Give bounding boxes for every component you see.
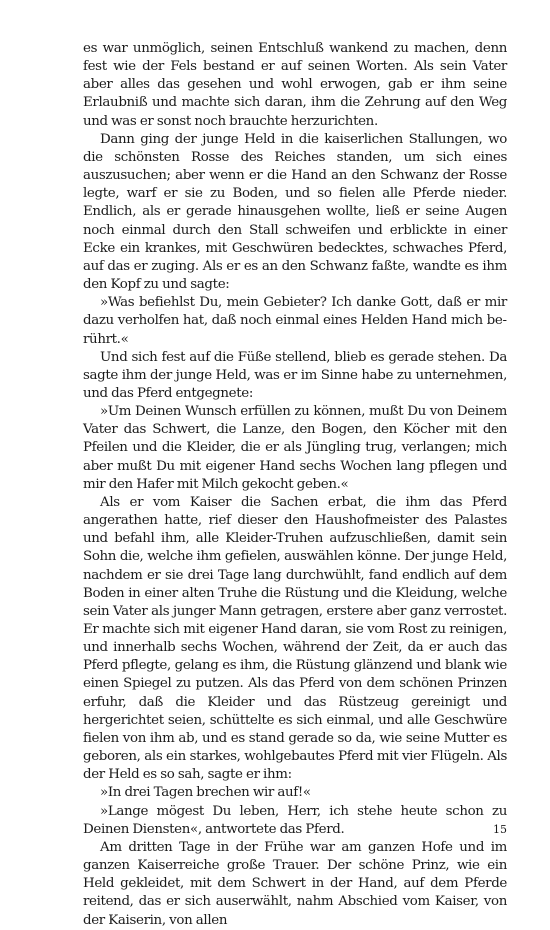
paragraph-7: »In drei Tagen brechen wir auf!«	[100, 785, 311, 801]
paragraph-2: Dann ging der junge Held in die kaiserlichen Stallungen, wo die schönsten Rosse des Reiches standen, um sich eines auszusuchen; aber wenn er die Hand an den Schwanz der Rosse legte, warf er sie zu Boden, und so fielen alle Pferde nieder. Endlich, als er gerade hinausgehen wollte, ließ er seine Augen noch einmal durch den Stall schweifen und erblickte in einer Ecke ein krankes, mit Geschwüren bedecktes, schwaches Pferd, auf das er zuging. Als er es an den Schwanz faßte, wandte es ihm den Kopf zu und sagte:	[83, 131, 507, 293]
paragraph-5: »Um Deinen Wunsch erfüllen zu können, mußt Du von Deinem Vater das Schwert, die Lanze, den Bogen, den Köcher mit den Pfeilen und die Kleider, die er als Jüngling trug, verlangen; mich aber mußt Du mit eigener Hand sechs Wochen lang pflegen und mir den Hafer mit Milch gekocht geben.«	[83, 404, 507, 492]
paragraph-4: Und sich fest auf die Füße stellend, blieb es gerade stehen. Da sagte ihm der junge Held, was er im Sinne habe zu unternehmen, und das Pferd entgegnete:	[83, 349, 507, 401]
paragraph-8: »Lange mögest Du leben, Herr, ich stehe heute schon zu Deinen Diensten«, antwortete das Pferd.	[83, 803, 507, 837]
paragraph-1: es war unmöglich, seinen Entschluß wankend zu machen, denn fest wie der Fels bestand er auf seinen Worten. Als sein Vater aber alles das gesehen und wohl erwogen, gab er ihm seine Erlaubniß und machte sich daran, ihm die Zehrung auf den Weg und was er sonst noch brauchte herzurichten.	[83, 41, 507, 129]
page-body	[83, 40, 507, 930]
paragraph-9: Am dritten Tage in der Frühe war am ganzen Hofe und im ganzen Kaiserreiche große Trauer. Der schöne Prinz, wie ein Held gekleidet, mit dem Schwert in der Hand, auf dem Pferde reitend, das er sich auserwählt, nahm Abschied vom Kaiser, von der Kaiserin, von allen	[83, 839, 507, 928]
page-number: 15	[493, 823, 507, 836]
paragraph-6: Als er vom Kaiser die Sachen erbat, die ihm das Pferd angerathen hatte, rief dieser den Haushofmeister des Palastes und befahl ihm, alle Kleider-Truhen aufzuschließen, damit sein Sohn die, welche ihm gefielen, auswählen könne. Der junge Held, nachdem er sie drei Tage lang durchwühlt, fand endlich auf dem Boden in einer alten Truhe die Rüstung und die Kleidung, welche sein Vater als junger Mann getragen, erstere aber ganz verrostet. Er machte sich mit eigener Hand daran, sie vom Rost zu reinigen, und innerhalb sechs Wochen, während der Zeit, da er auch das Pferd pflegte, gelang es ihm, die Rüstung glänzend und blank wie einen Spiegel zu putzen. Als das Pferd von dem schönen Prinzen erfuhr, daß die Kleider und das Rüstzeug gereinigt und hergerichtet seien, schüttelte es sich einmal, und alle Geschwüre fielen von ihm ab, und es stand gerade so da, wie seine Mutter es geboren, als ein starkes, wohlgebautes Pferd mit vier Flügeln. Als der Held es so sah, sagte er ihm:	[83, 494, 507, 783]
paragraph-3: »Was befiehlst Du, mein Gebieter? Ich danke Gott, daß er mir dazu verholfen hat, daß noch einmal eines Helden Hand mich berührt.«	[83, 295, 507, 347]
